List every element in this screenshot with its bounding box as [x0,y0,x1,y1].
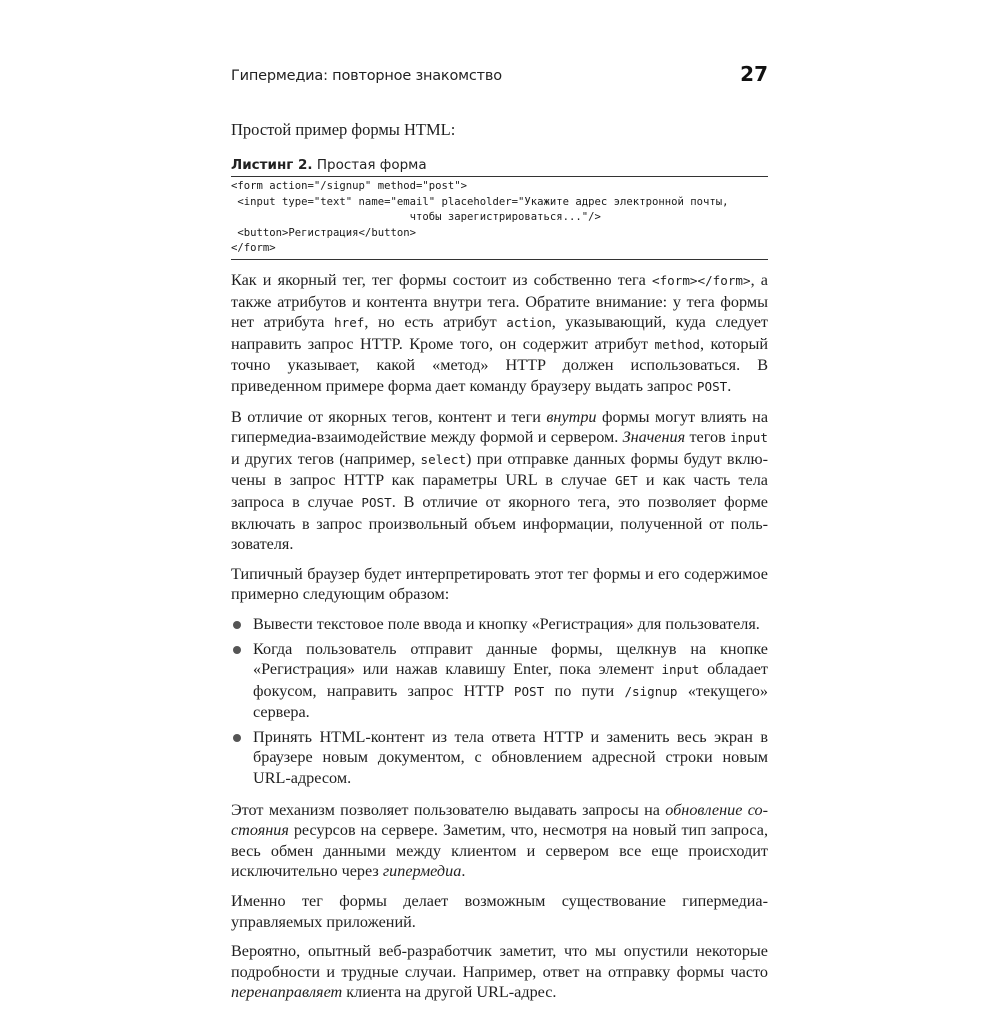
text-run: тегов [685,428,731,447]
list-item [231,639,768,723]
text-run: . [727,376,732,395]
inline-code: POST [361,494,392,510]
text-run: Когда пользователь отправит данные формы, щелкнув на кнопке «Регистрация» или нажав клавишу Enter, пока элемент [253,639,768,679]
text-run: Вероятно, опытный веб-разработчик заметит, что мы опустили некоторые подробности и трудные случаи. Например, ответ на отправку формы часто [231,942,768,981]
inline-code: action [506,315,552,331]
inline-code: href [334,315,365,331]
text-run: ) при отправке данных формы будут включены в запрос HTTP как параметры URL в случае [231,449,769,490]
italic-run: Значения [622,428,686,447]
text-run: ресурсов на сервере. Заметим, что, несмотря на новый тип запроса, весь обмен данными между клиентом и сервером все еще происходит исключительно через [231,821,768,881]
italic-run: гипермедиа [382,862,462,881]
page-number: 27 [740,62,768,86]
code-line: чтобы зарегистрироваться..."/> [231,211,601,224]
running-title: Гипермедиа: повторное знакомство [231,68,502,84]
italic-run: обновление состояния [231,800,768,840]
running-head [231,64,768,88]
text-run: и других тегов (например, [231,449,421,468]
text-run: Вывести текстовое поле ввода и кнопку «Регистрация» для пользователя. [253,614,760,633]
paragraph-mechanism [231,800,768,882]
italic-run: перенаправляет [231,983,343,1002]
code-line: </form> [231,242,276,255]
text-run: по пути [544,681,625,700]
text-run: , который точно указывает, какой «метод» HTTP должен использоваться. В приведенном примере форма дает команду браузеру выдать запрос [231,334,768,395]
listing-caption [231,157,768,173]
text-run: формы могут влиять на гипермедиа-взаимодействие между формой и сервером. [231,407,769,447]
text-run: , а также атрибутов и контента внутри тега. Обратите внимание: у тега формы нет атрибута [231,271,768,332]
text-run: , указывающий, куда следует направить запрос HTTP. Кроме того, он содержит атрибут [231,313,768,353]
bullet-icon [233,621,241,629]
text-run: и как часть тела запроса в случае [231,471,768,511]
text-run: . [461,862,466,881]
list-item [231,727,768,789]
text-run: Этот механизм позволяет пользователю выдавать запросы на [231,800,666,819]
paragraph-details [231,941,768,1003]
inline-code: GET [614,473,638,489]
text-run: , но есть атрибут [364,313,507,332]
paragraph-form-content [231,407,768,555]
text-run: клиента на другой URL-адрес. [342,983,557,1002]
inline-code: input [730,430,768,446]
inline-code: select [420,451,467,467]
text-run: обладает фокусом, направить запрос HTTP [253,660,768,700]
listing-label: Листинг 2. [231,157,313,173]
paragraph-browser-intro: Типичный браузер будет интерпретировать этот тег формы и его содержимое примерно следующим образом: [231,564,768,604]
text-run: В отличие от якорных тегов, контент и теги [231,407,547,426]
code-listing [231,176,768,260]
text-run: Как и якорный тег, тег формы состоит из собственно тега [231,271,653,289]
body-text [231,270,768,1012]
paragraph-form-tag [231,270,768,398]
listing-title: Простая форма [316,157,427,173]
list-item [231,614,768,635]
inline-code: method [654,336,700,352]
intro-sentence: Простой пример формы HTML: [231,120,456,139]
code-line: <form action="/signup" method="post"> [231,180,467,192]
bullet-list [231,614,768,789]
paragraph-form-importance: Именно тег формы делает возможным существование гипермедиа-управляемых приложений. [231,892,768,931]
text-run: . В отличие от якорного тега, это позволяет форме включать в запрос произвольный объем информации, полученной от пользователя. [231,492,768,554]
italic-run: внутри [546,407,597,426]
inline-code: <form></form> [652,273,751,288]
inline-code: /signup [624,683,678,699]
inline-code: POST [696,378,728,394]
text-run: «текущего» сервера. [253,681,768,722]
code-line: <button>Регистрация</button> [231,226,416,239]
code-line: <input type="text" name="email" placeholder="Укажите адрес электронной почты, [231,195,729,208]
bullet-icon [233,646,241,654]
bullet-icon [233,734,241,742]
text-run: Принять HTML-контент из тела ответа HTTP и заменить весь экран в браузере новым документом, с обновлением адресной строки новым URL-адресом. [253,727,768,788]
inline-code: POST [513,683,545,699]
inline-code: input [661,662,700,678]
